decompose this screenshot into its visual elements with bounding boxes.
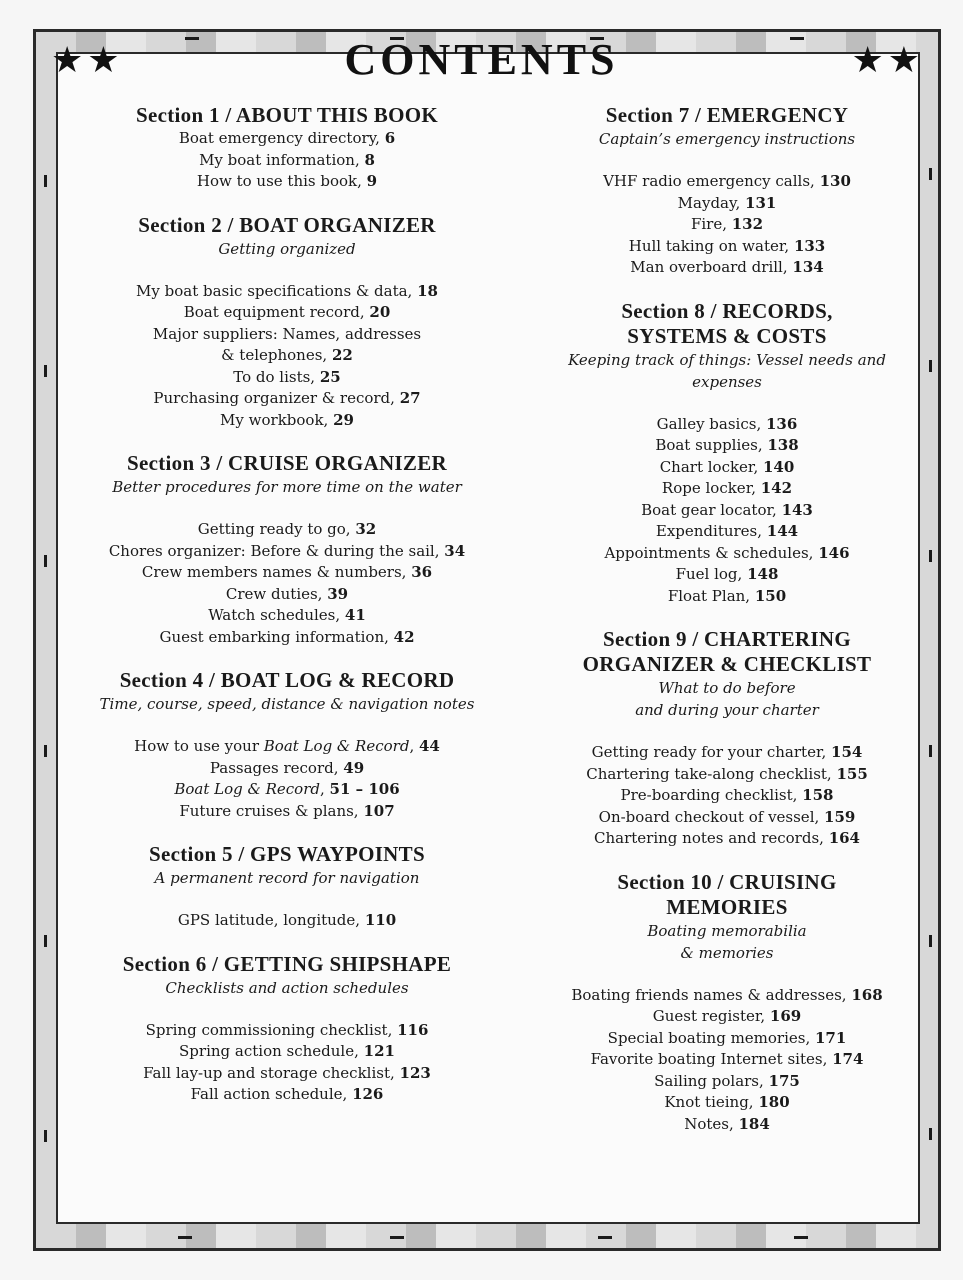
section-title: Section 4 / BOAT LOG & RECORD — [119, 668, 455, 692]
entry-page-number: 41 — [344, 606, 366, 624]
entry-page-number: 22 — [331, 346, 353, 364]
entry-page-number: 131 — [745, 193, 777, 212]
entry-text: Crew members names & numbers, — [141, 563, 412, 581]
section-subtitle: Captain’s emergency instructions — [598, 130, 856, 148]
section-title: Section 10 / CRUISING — [617, 869, 837, 894]
toc-entry — [527, 586, 927, 608]
toc-entry — [527, 214, 927, 236]
entry-text: My boat information, — [199, 150, 365, 169]
toc-entry — [47, 627, 527, 649]
spacer — [527, 721, 927, 742]
toc-entry — [527, 435, 927, 457]
entry-text: On-board checkout of vessel, — [598, 807, 825, 826]
toc-entry — [47, 410, 527, 432]
entry-page-number: 51 – 106 — [329, 780, 400, 798]
entry-page-number: 158 — [802, 786, 834, 804]
entry-title-italic: Boat Log & Record — [174, 780, 320, 798]
entry-page-number: 130 — [819, 172, 851, 190]
toc-entry — [527, 785, 927, 807]
entry-text: Chartering notes and records, — [594, 829, 829, 847]
entry-text: Boat gear locator, — [641, 500, 782, 519]
toc-section — [47, 213, 527, 432]
toc-entry — [47, 345, 527, 367]
entry-text: Appointments & schedules, — [604, 543, 819, 562]
section-subtitle: & memories — [680, 943, 774, 962]
entry-text: Passages record, — [209, 758, 344, 777]
entry-text: How to use your — [134, 737, 264, 755]
entry-text: Favorite boating Internet sites, — [590, 1050, 833, 1068]
toc-entry — [47, 150, 527, 172]
entry-text: , — [319, 780, 330, 798]
entry-text: Notes, — [684, 1114, 739, 1133]
entry-text: Fuel log, — [675, 565, 748, 583]
border-tick — [929, 360, 932, 372]
border-tick — [929, 745, 932, 757]
entry-page-number: 154 — [831, 743, 863, 761]
toc-section — [47, 103, 527, 193]
entry-page-number: 116 — [397, 1020, 429, 1039]
section-title: Section 7 / EMERGENCY — [605, 103, 849, 127]
entry-text: Spring commissioning checklist, — [145, 1020, 398, 1039]
entry-page-number: 133 — [793, 236, 826, 255]
entry-page-number: 138 — [767, 436, 799, 454]
entry-page-number: 6 — [384, 129, 396, 147]
spacer — [47, 498, 527, 519]
toc-entry — [47, 281, 527, 303]
toc-entry — [47, 1063, 527, 1085]
spacer — [47, 260, 527, 281]
entry-page-number: 44 — [418, 737, 440, 755]
spacer — [47, 889, 527, 910]
border-tick — [390, 1236, 404, 1239]
entry-text: To do lists, — [233, 367, 320, 386]
entry-text: Boat emergency directory, — [178, 129, 385, 147]
toc-entry — [527, 457, 927, 479]
title-row — [33, 32, 930, 102]
toc-entry — [527, 1092, 927, 1114]
toc-entry — [47, 584, 527, 606]
toc-section — [527, 627, 927, 850]
toc-section — [47, 842, 527, 932]
entry-page-number: 8 — [364, 150, 375, 169]
entry-text: Crew duties, — [225, 584, 328, 603]
entry-page-number: 36 — [411, 563, 433, 581]
toc-entry — [47, 1084, 527, 1106]
entry-page-number: 155 — [836, 764, 868, 783]
entry-text: Chores organizer: Before & during the sail, — [108, 541, 445, 560]
toc-entry — [527, 500, 927, 522]
spacer — [527, 393, 927, 414]
stars-left-icon: ★★ — [51, 40, 124, 81]
toc-section — [527, 299, 927, 608]
entry-page-number: 42 — [393, 627, 415, 646]
section-subtitle: Boating memorabilia — [647, 921, 807, 940]
toc-entry — [47, 605, 527, 627]
entry-page-number: 110 — [364, 911, 397, 929]
section-title: Section 8 / RECORDS, — [621, 298, 833, 323]
toc-entry — [527, 828, 927, 850]
entry-page-number: 126 — [352, 1085, 384, 1103]
border-tick — [794, 1236, 808, 1239]
toc-entry — [527, 1114, 927, 1136]
entry-page-number: 136 — [766, 414, 798, 433]
toc-entry — [527, 521, 927, 543]
left-column — [47, 103, 527, 1126]
entry-page-number: 29 — [333, 410, 354, 429]
entry-text: Purchasing organizer & record, — [153, 389, 400, 407]
toc-entry — [527, 414, 927, 436]
section-subtitle: and during your charter — [635, 701, 819, 719]
entry-text: Chartering take-along checklist, — [586, 764, 837, 783]
section-title: MEMORIES — [666, 894, 788, 919]
entry-page-number: 150 — [754, 586, 787, 605]
entry-page-number: 184 — [738, 1114, 770, 1133]
section-title: Section 5 / GPS WAYPOINTS — [149, 842, 425, 866]
toc-entry — [527, 236, 927, 258]
section-subtitle: Keeping track of things: Vessel needs and — [568, 350, 886, 369]
toc-entry — [527, 1049, 927, 1071]
entry-text: Rope locker, — [661, 479, 761, 497]
entry-text: Pre-boarding checklist, — [620, 786, 803, 804]
right-column — [527, 103, 927, 1155]
toc-entry — [47, 541, 527, 563]
toc-entry — [47, 801, 527, 823]
entry-page-number: 175 — [768, 1071, 800, 1090]
entry-page-number: 25 — [319, 367, 341, 386]
entry-text: & telephones, — [221, 346, 332, 364]
section-subtitle: expenses — [692, 372, 762, 391]
entry-page-number: 146 — [818, 543, 850, 562]
section-title: Section 2 / BOAT ORGANIZER — [138, 212, 436, 237]
section-subtitle: Checklists and action schedules — [165, 978, 409, 997]
entry-text: My boat basic specifications & data, — [136, 281, 418, 300]
entry-text: Boat equipment record, — [183, 303, 370, 321]
toc-entry — [47, 910, 527, 932]
spacer — [47, 999, 527, 1020]
entry-text: Special boating memories, — [607, 1028, 815, 1047]
entry-page-number: 143 — [781, 500, 813, 519]
toc-section — [527, 870, 927, 1136]
entry-text: Mayday, — [677, 193, 746, 212]
border-tick — [929, 1128, 932, 1140]
toc-entry — [47, 128, 527, 150]
entry-text: VHF radio emergency calls, — [603, 172, 820, 190]
section-title: Section 6 / GETTING SHIPSHAPE — [122, 951, 452, 976]
entry-text: My workbook, — [220, 410, 334, 429]
entry-page-number: 132 — [731, 215, 764, 233]
entry-page-number: 169 — [769, 1007, 802, 1025]
section-title: ORGANIZER & CHECKLIST — [582, 652, 872, 676]
toc-entry — [527, 1028, 927, 1050]
border-tick — [598, 1236, 612, 1239]
page-title: CONTENTS — [344, 35, 619, 84]
entry-text: Fall lay-up and storage checklist, — [143, 1063, 400, 1082]
entry-text: Float Plan, — [667, 586, 755, 605]
entry-page-number: 164 — [828, 829, 860, 847]
toc-entry — [527, 564, 927, 586]
toc-entry — [527, 193, 927, 215]
entry-text: Watch schedules, — [208, 606, 345, 624]
spacer — [527, 964, 927, 985]
toc-section — [47, 451, 527, 648]
toc-section — [47, 952, 527, 1106]
toc-section — [527, 103, 927, 279]
toc-entry — [47, 562, 527, 584]
spacer — [527, 150, 927, 171]
entry-page-number: 20 — [369, 303, 391, 321]
entry-page-number: 134 — [792, 258, 824, 276]
toc-entry — [527, 543, 927, 565]
entry-page-number: 107 — [363, 801, 395, 820]
entry-page-number: 121 — [363, 1042, 395, 1060]
toc-entry — [527, 1071, 927, 1093]
toc-entry — [47, 779, 527, 801]
entry-page-number: 140 — [763, 457, 795, 476]
toc-entry — [527, 742, 927, 764]
toc-entry — [527, 985, 927, 1007]
toc-entry — [47, 367, 527, 389]
entry-text: Sailing polars, — [654, 1071, 769, 1090]
entry-page-number: 159 — [824, 807, 856, 826]
border-tick — [929, 935, 932, 947]
border-tick — [929, 168, 932, 180]
toc-entry — [47, 758, 527, 780]
border-tick — [178, 1236, 192, 1239]
entry-text: Major suppliers: Names, addresses — [152, 324, 422, 343]
spacer — [47, 715, 527, 736]
entry-title-italic: Boat Log & Record — [263, 737, 410, 755]
section-subtitle: Time, course, speed, distance & navigation notes — [99, 695, 475, 713]
toc-entry — [47, 1041, 527, 1063]
toc-entry — [47, 736, 527, 758]
entry-text: GPS latitude, longitude, — [177, 911, 365, 929]
toc-entry — [527, 478, 927, 500]
entry-text: Getting ready for your charter, — [591, 743, 832, 761]
toc-entry — [47, 302, 527, 324]
toc-entry — [47, 1020, 527, 1042]
entry-page-number: 148 — [747, 565, 779, 583]
section-title: Section 9 / CHARTERING — [603, 627, 851, 651]
entry-text: Getting ready to go, — [197, 520, 356, 538]
section-subtitle: What to do before — [658, 679, 796, 697]
toc-entry — [527, 171, 927, 193]
section-subtitle: Getting organized — [218, 239, 356, 258]
entry-text: Expenditures, — [655, 522, 767, 540]
entry-page-number: 180 — [758, 1093, 790, 1111]
entry-page-number: 18 — [417, 281, 438, 300]
border-tick — [929, 550, 932, 562]
entry-text: Fall action schedule, — [190, 1085, 353, 1103]
entry-text: Knot tieing, — [664, 1093, 759, 1111]
toc-entry — [527, 807, 927, 829]
entry-text: Galley basics, — [656, 414, 766, 433]
toc-entry — [527, 764, 927, 786]
entry-text: Spring action schedule, — [179, 1042, 364, 1060]
section-subtitle: Better procedures for more time on the water — [112, 478, 462, 496]
entry-page-number: 142 — [760, 479, 793, 497]
entry-text: Guest embarking information, — [159, 627, 394, 646]
section-subtitle: A permanent record for navigation — [154, 869, 420, 887]
toc-section — [47, 668, 527, 822]
entry-page-number: 9 — [366, 172, 378, 190]
toc-entry — [47, 171, 527, 193]
section-title: SYSTEMS & COSTS — [627, 323, 827, 348]
entry-text: , — [409, 737, 419, 755]
entry-text: Man overboard drill, — [630, 258, 793, 276]
entry-text: Boat supplies, — [655, 436, 768, 454]
toc-entry — [47, 519, 527, 541]
stars-right-icon: ★★ — [851, 40, 924, 81]
entry-text: Guest register, — [652, 1007, 770, 1025]
toc-entry — [47, 388, 527, 410]
toc-entry — [527, 257, 927, 279]
section-title: Section 1 / ABOUT THIS BOOK — [136, 103, 438, 127]
entry-page-number: 171 — [815, 1028, 847, 1047]
entry-page-number: 144 — [766, 522, 799, 540]
entry-page-number: 27 — [399, 389, 421, 407]
entry-page-number: 49 — [343, 758, 365, 777]
border-tick — [44, 1130, 47, 1142]
entry-text: How to use this book, — [196, 172, 367, 190]
entry-page-number: 123 — [399, 1063, 431, 1082]
entry-text: Future cruises & plans, — [179, 801, 364, 820]
entry-text: Chart locker, — [659, 457, 763, 476]
toc-entry — [527, 1006, 927, 1028]
entry-page-number: 174 — [832, 1050, 864, 1068]
entry-page-number: 32 — [355, 520, 377, 538]
entry-page-number: 39 — [327, 584, 349, 603]
entry-page-number: 168 — [851, 985, 883, 1004]
entry-text: Fire, — [690, 215, 732, 233]
entry-text: Hull taking on water, — [628, 236, 794, 255]
toc-entry — [47, 324, 527, 346]
entry-page-number: 34 — [444, 541, 466, 560]
section-title: Section 3 / CRUISE ORGANIZER — [127, 451, 447, 475]
entry-text: Boating friends names & addresses, — [571, 985, 852, 1004]
